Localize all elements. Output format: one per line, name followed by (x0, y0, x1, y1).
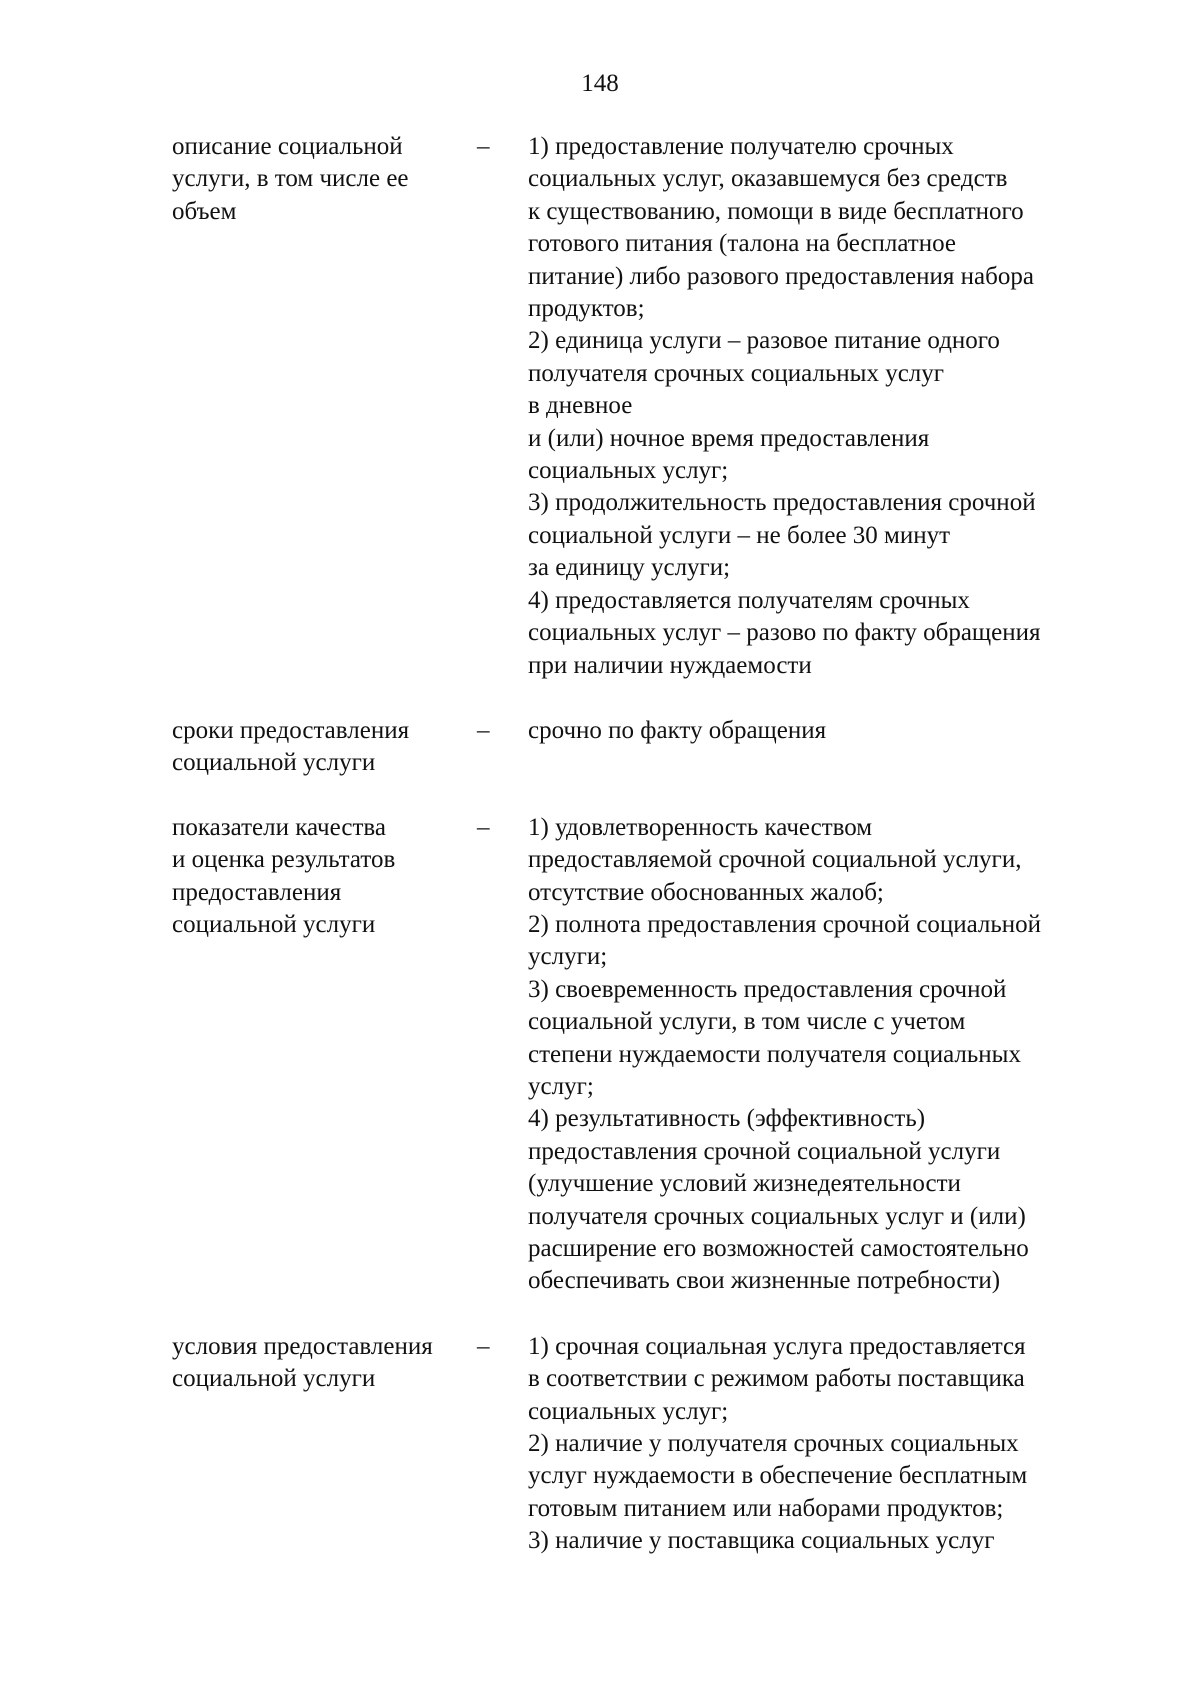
section-term: описание социальной услуги, в том числе ее объем (172, 133, 409, 225)
page-number: 148 (581, 70, 619, 97)
definition-line: 4) результативность (эффективность) (528, 1105, 926, 1133)
definition-line: к существованию, помощи в виде бесплатного (528, 197, 1024, 225)
definition-line: получателя срочных социальных услуг и (или) (528, 1202, 1026, 1230)
service-description-list (172, 131, 1132, 1558)
definition-line: получателя срочных социальных услуг (528, 359, 945, 387)
section-quality-indicators (172, 812, 1132, 1298)
section-service-conditions (172, 1331, 1132, 1558)
section-definition (528, 1331, 1132, 1558)
definition-line: предоставления срочной социальной услуги (528, 1137, 1001, 1165)
definition-line: в дневное (528, 392, 633, 420)
definition-line: социальных услуг; (528, 1397, 729, 1425)
definition-line: услуг; (528, 1072, 594, 1100)
section-term: показатели качества и оценка результатов предоставления социальной услуги (172, 813, 396, 938)
definition-line: 4) предоставляется получателям срочных (528, 586, 970, 614)
definition-line: 3) наличие у поставщика социальных услуг (528, 1527, 995, 1555)
definition-line: расширение его возможностей самостоятельно (528, 1235, 1029, 1262)
definition-line: предоставляемой срочной социальной услуги, (528, 846, 1022, 874)
term-dash: – (477, 1332, 490, 1360)
definition-line: 1) предоставление получателю срочных (528, 133, 954, 160)
definition-line: 2) полнота предоставления срочной социальной (528, 910, 1042, 938)
definition-line: обеспечивать свои жизненные потребности) (528, 1267, 1001, 1295)
definition-line: продуктов; (528, 295, 645, 323)
section-spacer (172, 682, 1132, 715)
definition-line: готового питания (талона на бесплатное (528, 230, 957, 258)
term-dash: – (477, 716, 490, 744)
definition-line: за единицу услуги; (528, 554, 731, 582)
definition-line: социальных услуг – разово по факту обращения (528, 619, 1041, 647)
section-service-terms (172, 715, 1132, 780)
definition-line: 2) единица услуги – разовое питание одного (528, 327, 1000, 355)
definition-line: готовым питанием или наборами продуктов; (528, 1494, 1004, 1522)
definition-line: социальных услуг; (528, 457, 729, 485)
definition-line: 2) наличие у получателя срочных социальных (528, 1430, 1019, 1458)
section-service-description (172, 131, 1132, 682)
section-term: сроки предоставления социальной услуги (172, 716, 410, 777)
definition-line: социальной услуги, в том числе с учетом (528, 1008, 966, 1036)
definition-line: в соответствии с режимом работы поставщика (528, 1365, 1025, 1393)
term-dash: – (477, 813, 490, 841)
section-term: условия предоставления социальной услуги (172, 1332, 433, 1393)
definition-line: отсутствие обоснованных жалоб; (528, 878, 884, 906)
definition-line: 3) продолжительность предоставления срочной (528, 489, 1036, 517)
definition-line: питание) либо разового предоставления набора (528, 262, 1034, 290)
definition-line: срочно по факту обращения (528, 716, 827, 744)
definition-line: степени нуждаемости получателя социальных (528, 1040, 1021, 1068)
definition-line: 1) срочная социальная услуга предоставляется (528, 1332, 1026, 1360)
section-definition (528, 812, 1132, 1298)
definition-line: 3) своевременность предоставления срочной (528, 975, 1007, 1003)
term-dash: – (477, 133, 490, 160)
definition-line: при наличии нуждаемости (528, 651, 812, 679)
definition-line: (улучшение условий жизнедеятельности (528, 1170, 961, 1198)
definition-line: и (или) ночное время предоставления (528, 424, 930, 452)
section-spacer (172, 1298, 1132, 1331)
definition-line: услуги; (528, 943, 608, 971)
definition-line: социальных услуг, оказавшемуся без средств (528, 165, 1008, 193)
section-spacer (172, 780, 1132, 812)
section-definition (528, 715, 1132, 747)
section-definition (528, 131, 1132, 682)
definition-line: 1) удовлетворенность качеством (528, 813, 873, 841)
definition-line: социальной услуги – не более 30 минут (528, 521, 951, 549)
definition-line: услуг нуждаемости в обеспечение бесплатным (528, 1462, 1028, 1490)
